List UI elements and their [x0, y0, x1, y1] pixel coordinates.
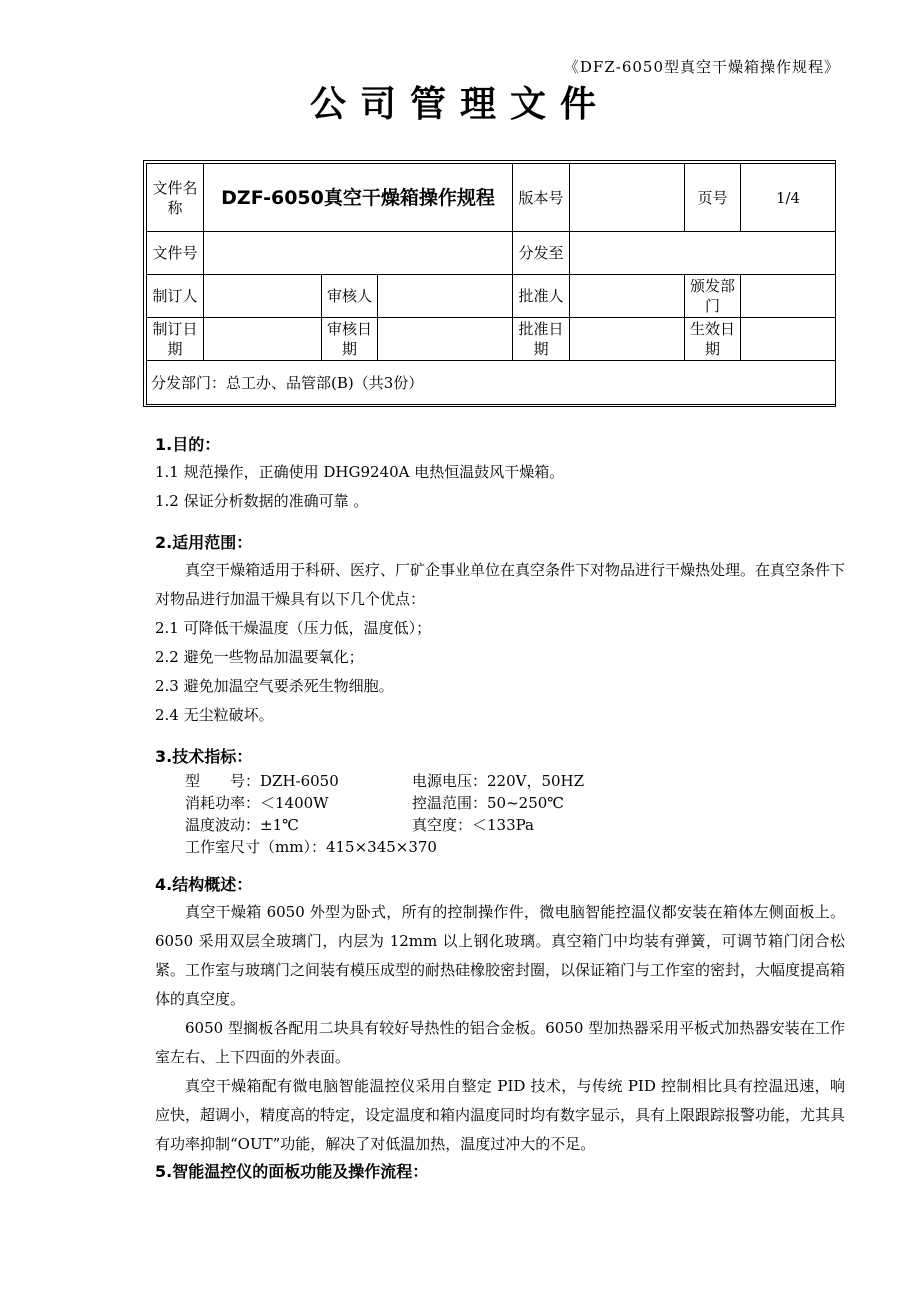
section-scope: [155, 530, 845, 730]
version-value: [570, 164, 685, 232]
section-structure: [155, 872, 845, 1159]
list-item: 2.4 无尘粒破坏。: [155, 706, 274, 724]
doc-name-value: DZF-6050真空干燥箱操作规程: [204, 164, 513, 232]
page-value: 1/4: [741, 164, 836, 232]
review-date-value: [378, 318, 513, 361]
draft-date-value: [204, 318, 322, 361]
drafter-value: [204, 275, 322, 318]
effective-date-value: [741, 318, 836, 361]
approver-label: 批准人: [513, 275, 570, 318]
paragraph: 真空干燥箱适用于科研、医疗、厂矿企事业单位在真空条件下对物品进行干燥热处理。在真空条件下对物品进行加温干燥具有以下几个优点：: [155, 561, 846, 608]
spec-vacuum: 真空度：＜133Pa: [412, 816, 534, 834]
effective-date-label: 生效日期: [685, 318, 741, 361]
review-date-label: 审核日期: [322, 318, 378, 361]
section-controller: [155, 1159, 845, 1185]
list-item: 1.1 规范操作，正确使用 DHG9240A 电热恒温鼓风干燥箱。: [155, 463, 565, 481]
paragraph: 真空干燥箱配有微电脑智能温控仪采用自整定 PID 技术，与传统 PID 控制相比具有控温迅速，响应快，超调小，精度高的特定，设定温度和箱内温度同时均有数字显示，具有上限跟踪报警功能，尤其具有功率抑制“OUT”功能，解决了对低温加热，温度过冲大的不足。: [155, 1077, 846, 1153]
distribute-to-value: [570, 232, 836, 275]
approver-value: [570, 275, 685, 318]
spec-row: [155, 770, 845, 792]
document-title: 公司管理文件: [309, 84, 610, 125]
spec-temp-range: 控温范围：50~250℃: [412, 794, 565, 812]
section-purpose: [155, 432, 845, 516]
doc-no-value: [204, 232, 513, 275]
doc-no-label: 文件号: [147, 232, 204, 275]
document-body: [155, 432, 845, 1185]
reviewer-value: [378, 275, 513, 318]
section-title: 2.适用范围：: [155, 533, 253, 552]
page-label: 页号: [685, 164, 741, 232]
distribution-dept: 分发部门：总工办、品管部(B)（共3份）: [147, 361, 836, 405]
section-title: 3.技术指标：: [155, 747, 253, 766]
issuing-dept-label: 颁发部门: [685, 275, 741, 318]
spec-power: 消耗功率：＜1400W: [185, 794, 329, 812]
distribute-to-label: 分发至: [513, 232, 570, 275]
header-note: 《DFZ-6050型真空干燥箱操作规程》: [563, 58, 840, 76]
spec-row: [155, 792, 845, 814]
reviewer-label: 审核人: [322, 275, 378, 318]
spec-fluctuation: 温度波动：±1℃: [185, 816, 299, 834]
list-item: 2.2 避免一些物品加温要氧化；: [155, 648, 364, 666]
spec-voltage: 电源电压：220V，50HZ: [412, 772, 585, 790]
doc-name-label: 文件名称: [147, 164, 204, 232]
draft-date-label: 制订日期: [147, 318, 204, 361]
paragraph: 真空干燥箱 6050 外型为卧式，所有的控制操作件，微电脑智能控温仪都安装在箱体左侧面板上。6050 采用双层全玻璃门，内层为 12mm 以上钢化玻璃。真空箱门中均装有弹簧，可调节箱门闭合松紧。工作室与玻璃门之间装有模压成型的耐热硅橡胶密封圈，以保证箱门与工作室的密封，大幅度提高箱体的真空度。: [155, 903, 846, 1008]
version-label: 版本号: [513, 164, 570, 232]
section-title: 1.目的：: [155, 435, 221, 454]
issuing-dept-value: [741, 275, 836, 318]
spec-chamber: 工作室尺寸（mm）：415×345×370: [185, 838, 437, 856]
approve-date-value: [570, 318, 685, 361]
list-item: 2.3 避免加温空气要杀死生物细胞。: [155, 677, 394, 695]
spec-row: [155, 814, 845, 836]
section-specs: [155, 744, 845, 858]
section-title: 4.结构概述：: [155, 875, 253, 894]
spec-model: 型 号：DZH-6050: [185, 772, 339, 790]
section-title: 5.智能温控仪的面板功能及操作流程：: [155, 1162, 429, 1181]
approve-date-label: 批准日期: [513, 318, 570, 361]
list-item: 1.2 保证分析数据的准确可靠 。: [155, 492, 369, 510]
drafter-label: 制订人: [147, 275, 204, 318]
document-info-table: [146, 163, 836, 405]
list-item: 2.1 可降低干燥温度（压力低，温度低）；: [155, 619, 432, 637]
paragraph: 6050 型搁板各配用二块具有较好导热性的铝合金板。6050 型加热器采用平板式加热器安装在工作室左右、上下四面的外表面。: [155, 1019, 845, 1066]
